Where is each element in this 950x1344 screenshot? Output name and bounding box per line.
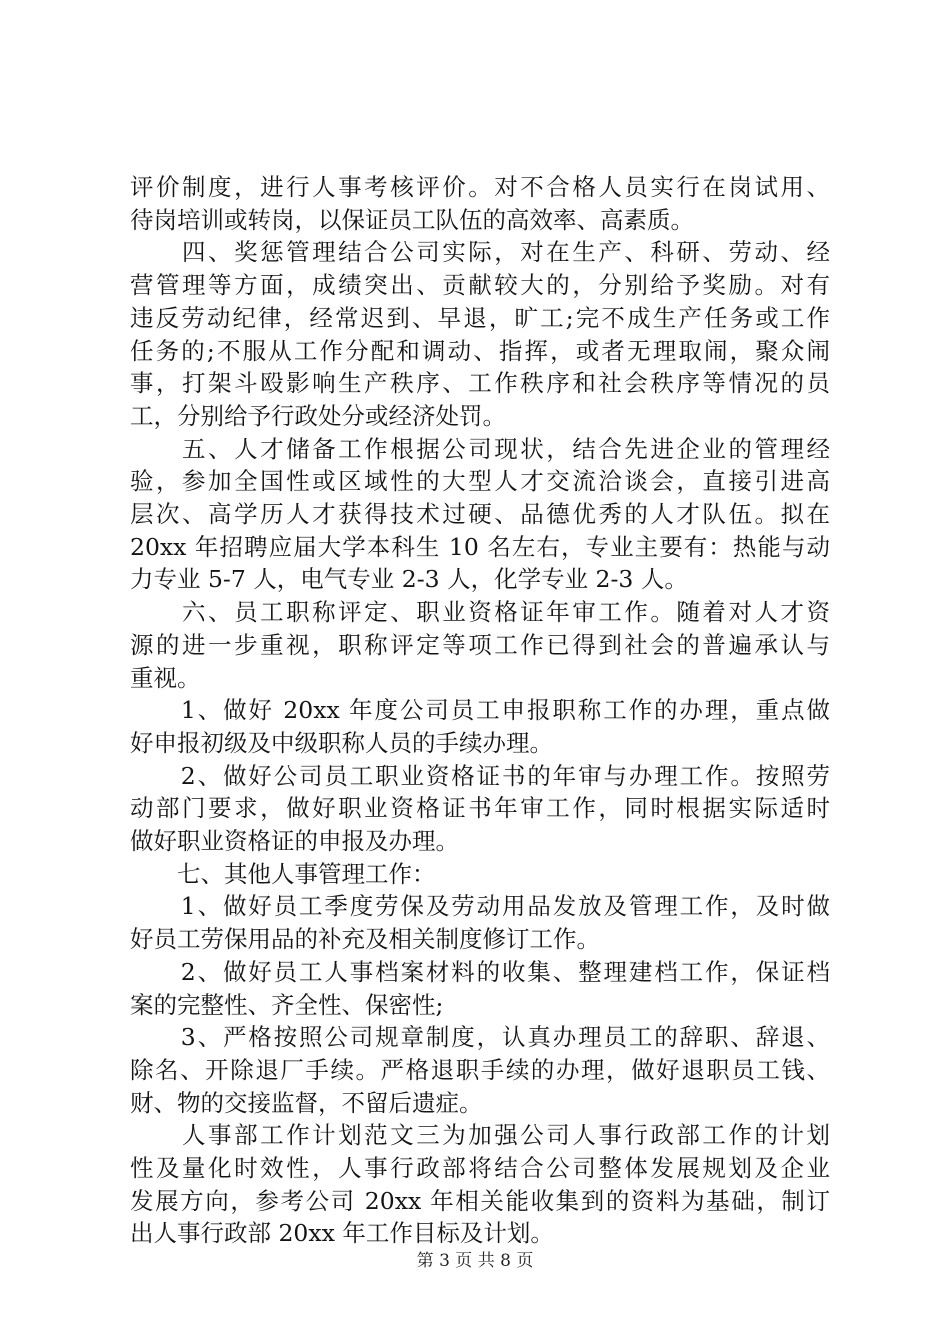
- page-number-footer: 第 3 页 共 8 页: [416, 1251, 534, 1271]
- body-text-line: 动部门要求，做好职业资格证书年审工作，同时根据实际适时: [130, 794, 830, 823]
- body-text-line: 案的完整性、齐全性、保密性;: [130, 990, 444, 1019]
- body-text-line: 财、物的交接监督，不留后遗症。: [130, 1088, 483, 1117]
- body-text-line: 营管理等方面，成绩突出、贡献较大的，分别给予奖励。对有: [130, 271, 830, 300]
- body-text-line: 事，打架斗殴影响生产秩序、工作秩序和社会秩序等情况的员: [130, 369, 830, 398]
- body-text-line: 力专业 5-7 人，电气专业 2-3 人，化学专业 2-3 人。: [130, 565, 688, 594]
- body-text-line: 人事部工作计划范文三为加强公司人事行政部工作的计划: [130, 1121, 830, 1150]
- body-text-line: 四、奖惩管理结合公司实际，对在生产、科研、劳动、经: [130, 238, 830, 267]
- body-text-line: 任务的;不服从工作分配和调动、指挥，或者无理取闹，聚众闹: [130, 336, 830, 365]
- body-text-line: 好员工劳保用品的补充及相关制度修订工作。: [130, 925, 600, 954]
- body-text-line: 重视。: [130, 663, 201, 692]
- body-text-line: 违反劳动纪律，经常迟到、早退，旷工;完不成生产任务或工作: [130, 303, 830, 332]
- body-text-line: 1、做好员工季度劳保及劳动用品发放及管理工作，及时做: [130, 892, 830, 921]
- body-text-line: 除名、开除退厂手续。严格退职手续的办理，做好退职员工钱、: [130, 1055, 830, 1084]
- body-text-line: 发展方向，参考公司 20xx 年相关能收集到的资料为基础，制订: [130, 1186, 830, 1215]
- body-text-line: 性及量化时效性，人事行政部将结合公司整体发展规划及企业: [130, 1154, 830, 1182]
- body-text-line: 1、做好 20xx 年度公司员工申报职称工作的办理，重点做: [130, 696, 830, 725]
- body-text-line: 待岗培训或转岗，以保证员工队伍的高效率、高素质。: [130, 205, 694, 234]
- body-text-line: 六、员工职称评定、职业资格证年审工作。随着对人才资: [130, 598, 830, 627]
- body-text-line: 2、做好员工人事档案材料的收集、整理建档工作，保证档: [130, 957, 830, 986]
- body-text-line: 出人事行政部 20xx 年工作目标及计划。: [130, 1219, 554, 1248]
- body-text-line: 好申报初级及中级职称人员的手续办理。: [130, 728, 553, 757]
- body-text-line: 层次、高学历人才获得技术过硬、品德优秀的人才队伍。拟在: [130, 500, 830, 528]
- body-text-line: 2、做好公司员工职业资格证书的年审与办理工作。按照劳: [130, 761, 830, 790]
- body-text-line: 做好职业资格证的申报及办理。: [130, 827, 459, 855]
- body-text-line: 源的进一步重视，职称评定等项工作已得到社会的普遍承认与: [130, 630, 830, 659]
- body-text-line: 评价制度，进行人事考核评价。对不合格人员实行在岗试用、: [130, 173, 830, 201]
- body-text-line: 验，参加全国性或区域性的大型人才交流洽谈会，直接引进高: [130, 467, 830, 496]
- body-text-line: 五、人才储备工作根据公司现状，结合先进企业的管理经: [130, 434, 830, 463]
- body-text-line: 3、严格按照公司规章制度，认真办理员工的辞职、辞退、: [130, 1023, 830, 1052]
- body-text-line: 七、其他人事管理工作：: [130, 859, 436, 888]
- body-text-line: 20xx 年招聘应届大学本科生 10 名左右，专业主要有：热能与动: [130, 532, 830, 561]
- body-text-line: 工，分别给予行政处分或经济处罚。: [130, 401, 506, 430]
